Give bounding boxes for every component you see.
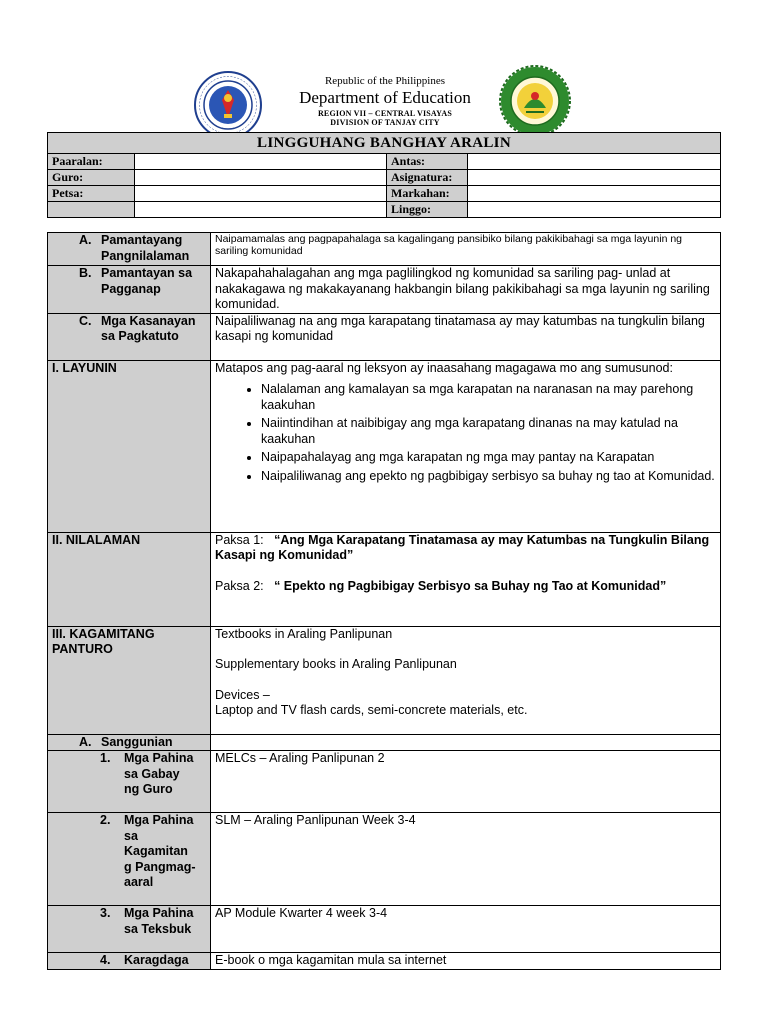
grade-field[interactable] (468, 154, 721, 170)
learner-materials-label: Mga Pahina sa Kagamitan g Pangmag-aaral (124, 813, 196, 889)
row-letter: A. (79, 734, 92, 749)
list-item: • Naipaliliwanag ang epekto ng pagbibigay serbisyo sa buhay ng tao at Komunidad. (261, 469, 716, 485)
additional-label: Karagdaga (124, 953, 189, 967)
objectives-label: I. LAYUNIN (48, 360, 211, 532)
info-row (48, 154, 721, 170)
row-number: 2. (100, 813, 111, 827)
row-letter: B. (79, 266, 92, 280)
materials-line: Laptop and TV flash cards, semi-concrete materials, etc. (215, 703, 528, 717)
info-row (48, 202, 721, 218)
list-item: • Naipapahalayag ang mga karapatan ng mga may pantay na Karapatan (261, 450, 716, 466)
materials-label: III. KAGAMITANG PANTURO (52, 626, 155, 656)
learner-materials-value: SLM – Araling Panlipunan Week 3-4 (211, 813, 721, 906)
republic-text: Republic of the Philippines (324, 75, 446, 87)
quarter-field[interactable] (468, 186, 721, 202)
list-item: • Naiintindihan at naibibigay ang mga karapatang dinanas na may katulad na kaakuhan (261, 416, 716, 447)
objectives-intro: Matapos ang pag-aaral ng leksyon ay inaasahang magagawa mo ang sumusunod: (215, 360, 673, 375)
competencies-value: Naipaliliwanag na ang mga karapatang tinatamasa ay may katumbas na tungkulin bilang kasapi ng komunidad (211, 313, 721, 360)
materials-line: Textbooks in Araling Panlipunan (215, 626, 393, 641)
teacher-field[interactable] (135, 170, 387, 186)
performance-standard-value: Nakapahahalagahan ang mga paglilingkod ng komunidad sa sariling pag- unlad at nakakagawa ng makakayanang hakbangin bilang pakikibahagi sa mga layunin ng sariling komunidad. (211, 266, 721, 314)
list-item: • Nalalaman ang kamalayan sa mga karapatan na naranasan na may parehong kaakuhan (261, 382, 716, 413)
plan-row-additional (48, 953, 721, 970)
row-letter: A. (79, 233, 92, 247)
date-field[interactable] (135, 186, 387, 202)
school-field[interactable] (135, 154, 387, 170)
content-standard-value: Naipamamalas ang pagpapahalaga sa kagalingang pansibiko bilang pakikibahagi sa mga layunin ng sariling komunidad (211, 233, 721, 266)
row-letter: C. (79, 313, 92, 328)
blank-label (48, 202, 135, 218)
lesson-plan-title: LINGGUHANG BANGHAY ARALIN (48, 133, 721, 154)
teacher-guide-label: Mga Pahina sa Gabay ng Guro (124, 751, 194, 796)
info-row (48, 186, 721, 202)
content-label: II. NILALAMAN (48, 532, 211, 626)
date-label: Petsa: (48, 186, 135, 202)
topic2-title: “ Epekto ng Pagbibigay Serbisyo sa Buhay ng Tao at Komunidad” (274, 578, 667, 593)
region-text: REGION VII – CENTRAL VISAYAS (317, 109, 453, 118)
topic1-title: “Ang Mga Karapatang Tinatamasa ay may Katumbas na Tungkulin Bilang Kasapi ng Komunidad” (215, 532, 710, 562)
plan-row-references (48, 734, 721, 751)
references-label: Sanggunian (101, 734, 173, 749)
teacher-guide-value: MELCs – Araling Panlipunan 2 (211, 751, 721, 813)
quarter-label: Markahan: (387, 186, 468, 202)
textbook-value: AP Module Kwarter 4 week 3-4 (211, 906, 721, 953)
plan-row-content (48, 532, 721, 626)
plan-row-content-standard (48, 233, 721, 266)
plan-row-teacher-guide (48, 751, 721, 813)
textbook-label: Mga Pahina sa Teksbuk (124, 906, 194, 936)
info-row (48, 170, 721, 186)
subject-field[interactable] (468, 170, 721, 186)
objectives-list (215, 382, 716, 484)
performance-standard-label: Pamantayan sa Pagganap (101, 266, 193, 296)
school-label: Paaralan: (48, 154, 135, 170)
row-number: 4. (100, 953, 111, 967)
lesson-info-table (47, 132, 721, 218)
lesson-plan-table (47, 232, 721, 970)
division-text: DIVISION OF TANJAY CITY (330, 118, 440, 127)
row-number: 3. (100, 906, 111, 920)
blank-field[interactable] (135, 202, 387, 218)
topic1-prefix: Paksa 1: (215, 532, 275, 547)
week-field[interactable] (468, 202, 721, 218)
materials-line: Supplementary books in Araling Panlipunan (215, 657, 457, 671)
plan-row-materials (48, 626, 721, 734)
grade-label: Antas: (387, 154, 468, 170)
plan-row-learner-materials (48, 813, 721, 906)
row-number: 1. (100, 751, 111, 765)
plan-row-textbook (48, 906, 721, 953)
subject-label: Asignatura: (387, 170, 468, 186)
plan-row-performance-standard (48, 266, 721, 314)
references-value (211, 734, 721, 751)
topic2-prefix: Paksa 2: (215, 578, 275, 593)
additional-value: E-book o mga kagamitan mula sa internet (211, 953, 721, 970)
materials-line: Devices – (215, 687, 270, 702)
competencies-label: Mga Kasanayan sa Pagkatuto (101, 313, 196, 343)
plan-row-objectives (48, 360, 721, 532)
content-standard-label: Pamantayang Pangnilalaman (101, 233, 190, 263)
plan-row-competencies (48, 313, 721, 360)
teacher-label: Guro: (48, 170, 135, 186)
department-title: Department of Education (299, 88, 471, 107)
week-label: Linggo: (387, 202, 468, 218)
